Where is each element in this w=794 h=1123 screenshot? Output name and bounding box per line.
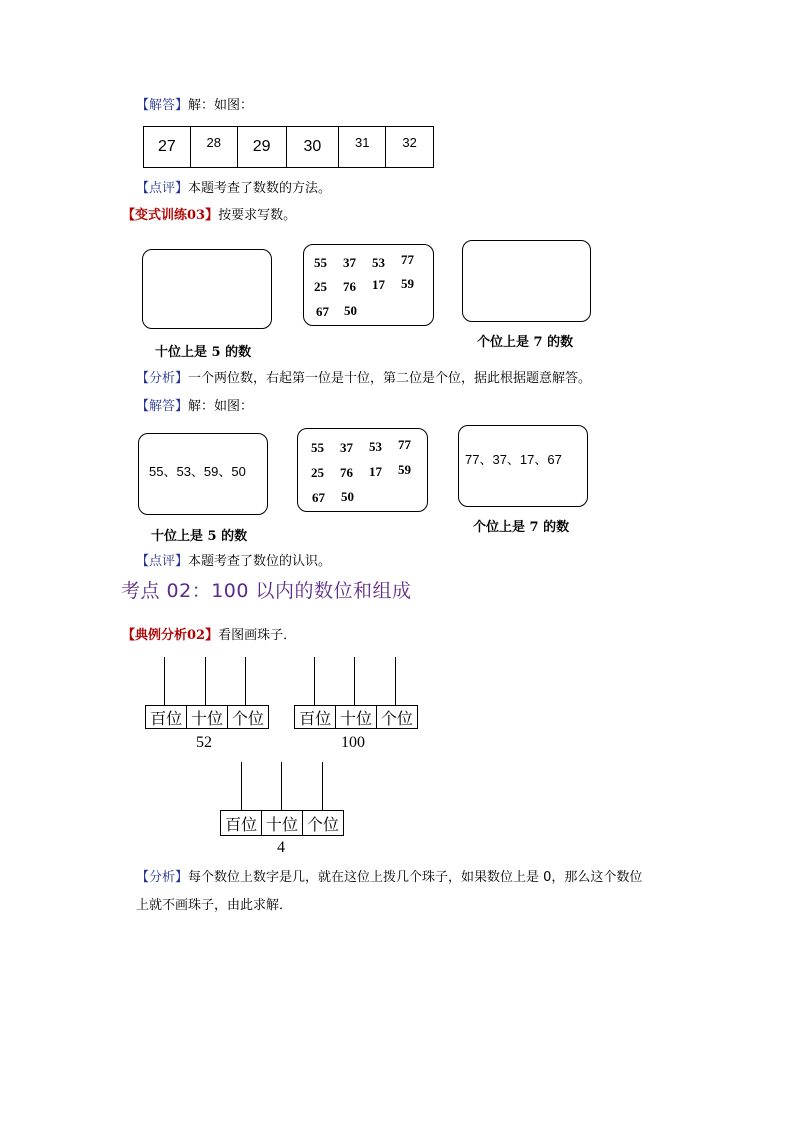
analysis-line-1 bbox=[136, 370, 591, 388]
example-tag: 【典例分析02】 bbox=[122, 628, 219, 643]
grid-number: 17 bbox=[369, 464, 382, 479]
abacus-rod bbox=[314, 657, 315, 705]
abacus-number: 4 bbox=[277, 839, 285, 856]
grid-number: 37 bbox=[343, 255, 356, 270]
analysis-tag: 【分析】 bbox=[136, 371, 189, 386]
comment-tag: 【点评】 bbox=[136, 554, 189, 569]
section-heading: 考点 02：100 以内的数位和组成 bbox=[121, 580, 412, 602]
grid-number: 25 bbox=[311, 465, 324, 480]
ones-box-answer bbox=[458, 425, 588, 507]
strip-cell: 27 bbox=[144, 127, 191, 167]
grid-number: 25 bbox=[314, 279, 327, 294]
tens-box-empty bbox=[142, 249, 272, 329]
place-label: 百位 bbox=[146, 706, 187, 728]
abacus-rod bbox=[241, 762, 242, 810]
answer-tag: 【解答】 bbox=[136, 399, 189, 414]
abacus-52 bbox=[145, 657, 269, 757]
number-strip bbox=[143, 126, 434, 168]
abacus-rod bbox=[245, 657, 246, 705]
number-grid-box-answer bbox=[297, 428, 428, 512]
place-label: 个位 bbox=[306, 814, 339, 834]
grid-number: 67 bbox=[316, 304, 329, 319]
place-label: 个位 bbox=[231, 708, 264, 728]
caption-ones: 个位上是 7 的数 bbox=[473, 520, 570, 535]
analysis-tag: 【分析】 bbox=[136, 870, 189, 885]
analysis-text: 每个数位上数字是几，就在这位上拨几个珠子，如果数位上是 0，那么这个数位 bbox=[188, 870, 643, 885]
grid-number: 53 bbox=[369, 439, 382, 454]
variant-tag: 【变式训练03】 bbox=[122, 208, 219, 223]
grid-number: 77 bbox=[401, 252, 414, 267]
grid-number: 55 bbox=[311, 440, 324, 455]
answer-line-2 bbox=[136, 398, 253, 416]
grid-number: 67 bbox=[312, 490, 325, 505]
place-frame bbox=[220, 810, 344, 836]
abacus-rod bbox=[205, 657, 206, 705]
grid-number: 59 bbox=[401, 276, 414, 291]
abacus-4 bbox=[220, 762, 344, 862]
grid-number: 76 bbox=[343, 279, 356, 294]
comment-line-2 bbox=[136, 553, 331, 571]
ones-answer-text: 77、37、17、67 bbox=[465, 452, 562, 467]
tens-answer-text: 55、53、59、50 bbox=[149, 464, 246, 479]
comment-text: 本题考查了数数的方法。 bbox=[188, 181, 332, 196]
analysis-line-2-cont: 上就不画珠子，由此求解． bbox=[136, 898, 293, 913]
place-label: 十位 bbox=[187, 706, 227, 728]
place-label: 百位 bbox=[221, 811, 262, 835]
tens-box-answer bbox=[138, 433, 268, 515]
answer-text: 解：如图： bbox=[188, 98, 254, 113]
abacus-rod bbox=[322, 762, 323, 810]
place-label: 个位 bbox=[380, 708, 413, 728]
abacus-rod bbox=[164, 657, 165, 705]
place-label: 十位 bbox=[262, 811, 302, 835]
grid-number: 77 bbox=[398, 437, 411, 452]
grid-number: 50 bbox=[341, 489, 354, 504]
example-line bbox=[122, 627, 296, 645]
caption-tens: 十位上是 5 的数 bbox=[155, 345, 252, 360]
variant-line bbox=[122, 207, 296, 225]
caption-tens: 十位上是 5 的数 bbox=[151, 529, 248, 544]
abacus-number: 52 bbox=[196, 734, 212, 751]
place-label: 十位 bbox=[336, 706, 376, 728]
place-frame bbox=[145, 705, 269, 729]
comment-text: 本题考查了数位的认识。 bbox=[188, 554, 332, 569]
number-grid-box bbox=[303, 244, 434, 326]
caption-ones: 个位上是 7 的数 bbox=[477, 335, 574, 350]
strip-cell: 31 bbox=[339, 127, 386, 167]
analysis-text: 一个两位数，右起第一位是十位，第二位是个位，据此根据题意解答。 bbox=[188, 371, 592, 386]
abacus-rod bbox=[395, 657, 396, 705]
comment-line-1 bbox=[136, 180, 331, 198]
place-label: 百位 bbox=[295, 706, 336, 728]
grid-number: 59 bbox=[398, 462, 411, 477]
place-frame bbox=[294, 705, 418, 729]
grid-number: 17 bbox=[372, 277, 385, 292]
answer-text: 解：如图： bbox=[188, 399, 254, 414]
grid-number: 53 bbox=[372, 255, 385, 270]
example-text: 看图画珠子． bbox=[218, 628, 297, 643]
ones-box-empty bbox=[462, 240, 591, 322]
grid-number: 50 bbox=[344, 303, 357, 318]
analysis-line-2 bbox=[136, 869, 642, 887]
strip-cell: 30 bbox=[287, 127, 340, 167]
answer-tag: 【解答】 bbox=[136, 98, 189, 113]
strip-cell: 29 bbox=[238, 127, 287, 167]
abacus-rod bbox=[354, 657, 355, 705]
variant-text: 按要求写数。 bbox=[218, 208, 297, 223]
abacus-number: 100 bbox=[341, 734, 365, 751]
abacus-100 bbox=[294, 657, 418, 757]
abacus-rod bbox=[281, 762, 282, 810]
grid-number: 55 bbox=[314, 255, 327, 270]
grid-number: 76 bbox=[340, 465, 353, 480]
comment-tag: 【点评】 bbox=[136, 181, 189, 196]
strip-cell: 32 bbox=[402, 135, 417, 150]
answer-line-1 bbox=[136, 97, 253, 115]
strip-cell: 28 bbox=[191, 127, 238, 167]
grid-number: 37 bbox=[340, 440, 353, 455]
